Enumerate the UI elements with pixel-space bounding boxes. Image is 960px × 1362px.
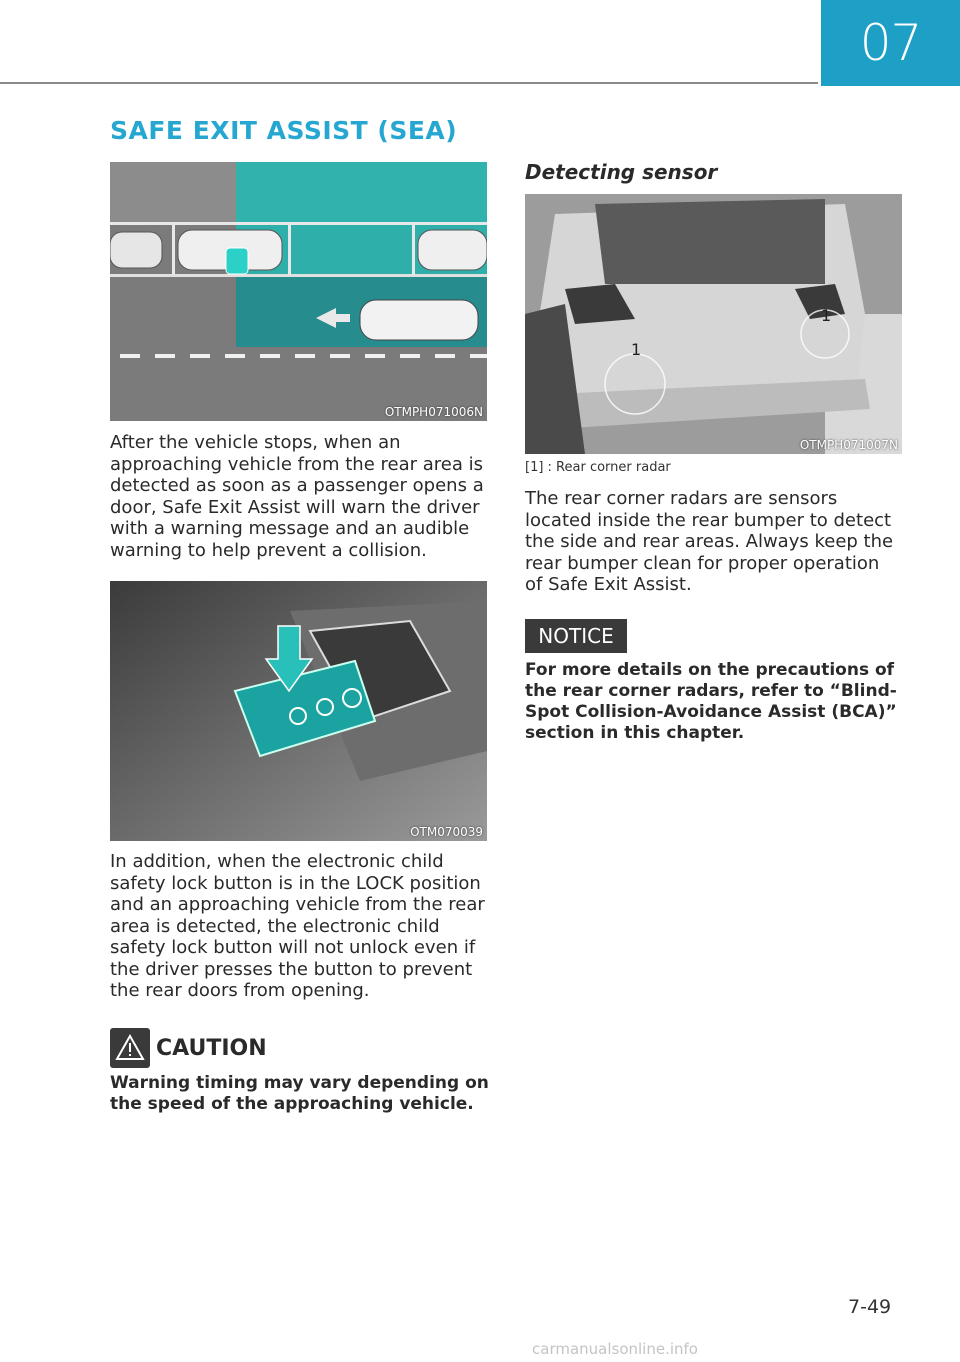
paragraph-radar-description: The rear corner radars are sensors located inside the rear bumper to detect the side and rear areas. Always keep the rear bumper clean for proper operation of Safe Exit Assist. [525, 488, 894, 595]
detecting-sensor-heading: Detecting sensor [525, 160, 718, 184]
rear-corner-radar-illustration [525, 194, 902, 454]
chapter-tab: 07 [821, 0, 960, 86]
child-lock-graphic [110, 581, 487, 841]
sea-scene-graphic [110, 162, 487, 421]
page-number: 7-49 [848, 1296, 892, 1318]
section-title: SAFE EXIT ASSIST (SEA) [110, 116, 458, 145]
caution-text: Warning timing may vary depending on the speed of the approaching vehicle. [110, 1073, 489, 1114]
paragraph-sea-description: After the vehicle stops, when an approaching vehicle from the rear area is detected as soon as a passenger opens a door, Safe Exit Assist will warn the driver with a warning message and an audible warning to help prevent a collision. [110, 432, 484, 561]
radar-callout-left: 1 [631, 340, 642, 359]
notice-badge: NOTICE [525, 619, 627, 653]
child-lock-button-illustration [110, 581, 487, 841]
watermark: carmanualsonline.info [532, 1340, 698, 1358]
caution-label: CAUTION [156, 1036, 267, 1061]
notice-text: For more details on the precautions of the rear corner radars, refer to “Blind-Spot Collision-Avoidance Assist (BCA)” section in this chapter. [525, 660, 897, 743]
radar-caption: [1] : Rear corner radar [525, 460, 671, 475]
sea-illustration [110, 162, 487, 421]
figure-code: OTMPH071007N [799, 438, 898, 452]
paragraph-child-lock: In addition, when the electronic child safety lock button is in the LOCK position and an approaching vehicle from the rear area is detected, the electronic child safety lock button will not unlock even if the driver presses the button to prevent the rear doors from opening. [110, 851, 485, 1001]
figure-code: OTMPH071006N [384, 405, 483, 419]
vehicle-rear-graphic [525, 194, 902, 454]
caution-warning-icon [110, 1028, 150, 1068]
header-rule [0, 82, 818, 84]
figure-code: OTM070039 [410, 825, 483, 839]
radar-callout-right: 1 [821, 306, 832, 325]
